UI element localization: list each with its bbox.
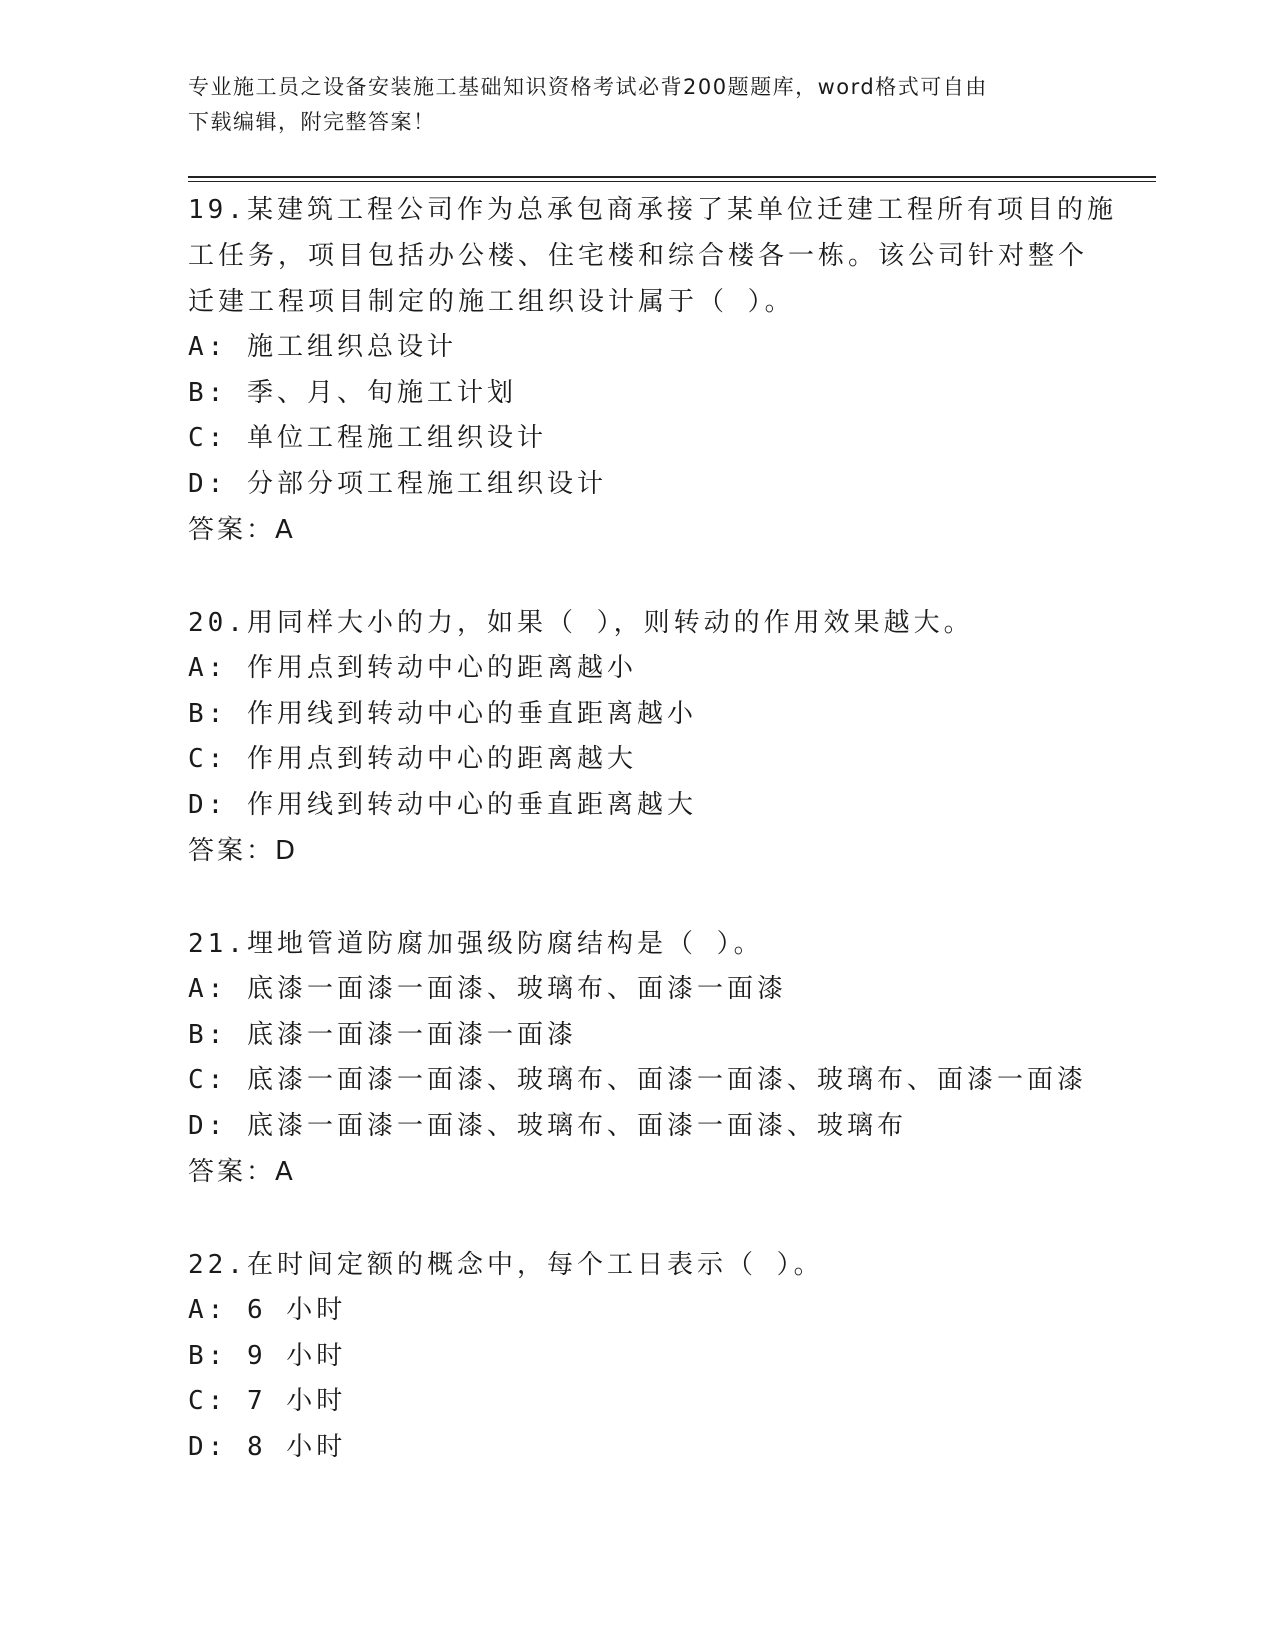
- question-block: [188, 921, 1128, 1195]
- option-separator: :: [207, 974, 228, 1004]
- option-text: 底漆一面漆一面漆一面漆: [246, 1019, 577, 1050]
- question-block: [188, 600, 1128, 874]
- option-separator: :: [207, 1019, 228, 1050]
- answer-line: 答案：A: [188, 1157, 296, 1187]
- header-divider-thick: [188, 176, 1156, 178]
- question-stem-text: 在时间定额的概念中，每个工日表示（ ）。: [246, 1250, 824, 1280]
- option-letter: B: [188, 1019, 208, 1050]
- question-stem-first-line: [188, 1242, 1128, 1288]
- option-text: 9 小时: [246, 1340, 347, 1371]
- option-separator: :: [207, 744, 228, 774]
- question-stem-line: [188, 279, 1128, 325]
- option-separator: :: [207, 1431, 228, 1462]
- option-separator: :: [207, 1295, 228, 1325]
- option-text: 分部分项工程施工组织设计: [246, 468, 607, 499]
- option-separator: :: [207, 1110, 228, 1141]
- answer-line: 答案：D: [188, 836, 299, 866]
- option-text: 单位工程施工组织设计: [246, 423, 547, 453]
- option-separator: :: [207, 1340, 228, 1371]
- option-separator: :: [207, 698, 228, 729]
- option-text: 施工组织总设计: [246, 332, 457, 362]
- option-letter: D: [188, 1110, 208, 1141]
- option-b: [188, 692, 1128, 738]
- option-text: 底漆一面漆一面漆、玻璃布、面漆一面漆、玻璃布、面漆一面漆: [246, 1065, 1087, 1095]
- option-d: [188, 1425, 1128, 1471]
- option-separator: :: [207, 1065, 228, 1095]
- option-d: [188, 783, 1128, 829]
- option-d: [188, 1104, 1128, 1150]
- option-letter: A: [188, 653, 208, 683]
- option-separator: :: [207, 423, 228, 453]
- option-letter: A: [188, 974, 208, 1004]
- option-letter: A: [188, 1295, 208, 1325]
- question-list: [188, 187, 1128, 1470]
- option-separator: :: [207, 1386, 228, 1416]
- header-divider-thin: [188, 181, 1156, 182]
- question-stem-text: 迁建工程项目制定的施工组织设计属于（ ）。: [188, 287, 795, 317]
- question-number: 19.: [188, 195, 247, 225]
- option-c: [188, 1058, 1128, 1104]
- option-separator: :: [207, 332, 228, 362]
- option-separator: :: [207, 653, 228, 683]
- option-letter: C: [188, 744, 208, 774]
- option-c: [188, 1379, 1128, 1425]
- document-header: [188, 70, 1088, 140]
- option-c: [188, 737, 1128, 783]
- question-stem-first-line: [188, 921, 1128, 967]
- question-number: 20.: [188, 608, 247, 638]
- option-letter: C: [188, 1065, 208, 1095]
- option-text: 作用点到转动中心的距离越大: [246, 744, 637, 774]
- option-separator: :: [207, 789, 228, 820]
- option-text: 作用点到转动中心的距离越小: [246, 653, 637, 683]
- header-line-2: 下载编辑，附完整答案！: [188, 110, 436, 134]
- option-letter: B: [188, 698, 208, 729]
- question-stem-text: 某建筑工程公司作为总承包商承接了某单位迁建工程所有项目的施: [246, 195, 1117, 225]
- option-separator: :: [207, 377, 228, 408]
- question-stem-text: 用同样大小的力，如果（ ），则转动的作用效果越大。: [246, 608, 974, 638]
- option-letter: C: [188, 423, 208, 453]
- option-text: 8 小时: [246, 1431, 347, 1462]
- option-letter: B: [188, 1340, 208, 1371]
- question-block: [188, 187, 1128, 553]
- header-line-1: 专业施工员之设备安装施工基础知识资格考试必背200题题库，word格式可自由: [188, 75, 988, 99]
- question-stem-first-line: [188, 600, 1128, 646]
- option-letter: D: [188, 1431, 208, 1462]
- answer-line: 答案：A: [188, 515, 296, 545]
- option-text: 季、月、旬施工计划: [246, 377, 517, 408]
- option-a: [188, 646, 1128, 692]
- option-text: 作用线到转动中心的垂直距离越小: [246, 698, 697, 729]
- option-text: 底漆一面漆一面漆、玻璃布、面漆一面漆: [246, 974, 787, 1004]
- option-c: [188, 416, 1128, 462]
- question-stem-text: 工任务，项目包括办公楼、住宅楼和综合楼各一栋。该公司针对整个: [188, 241, 1089, 271]
- option-b: [188, 1334, 1128, 1380]
- option-letter: B: [188, 377, 208, 408]
- question-stem-text: 埋地管道防腐加强级防腐结构是（ ）。: [246, 929, 764, 959]
- option-a: [188, 1288, 1128, 1334]
- question-stem-line: [188, 233, 1128, 279]
- question-stem-first-line: [188, 187, 1128, 233]
- option-text: 7 小时: [246, 1386, 347, 1416]
- option-letter: A: [188, 332, 208, 362]
- question-number: 21.: [188, 929, 247, 959]
- option-a: [188, 325, 1128, 371]
- option-letter: C: [188, 1386, 208, 1416]
- option-separator: :: [207, 468, 228, 499]
- option-letter: D: [188, 789, 208, 820]
- option-letter: D: [188, 468, 208, 499]
- option-b: [188, 1013, 1128, 1059]
- option-text: 6 小时: [246, 1295, 347, 1325]
- option-text: 作用线到转动中心的垂直距离越大: [246, 789, 697, 820]
- option-d: [188, 462, 1128, 508]
- option-a: [188, 967, 1128, 1013]
- option-text: 底漆一面漆一面漆、玻璃布、面漆一面漆、玻璃布: [246, 1110, 907, 1141]
- question-number: 22.: [188, 1250, 247, 1280]
- option-b: [188, 371, 1128, 417]
- question-block: [188, 1242, 1128, 1470]
